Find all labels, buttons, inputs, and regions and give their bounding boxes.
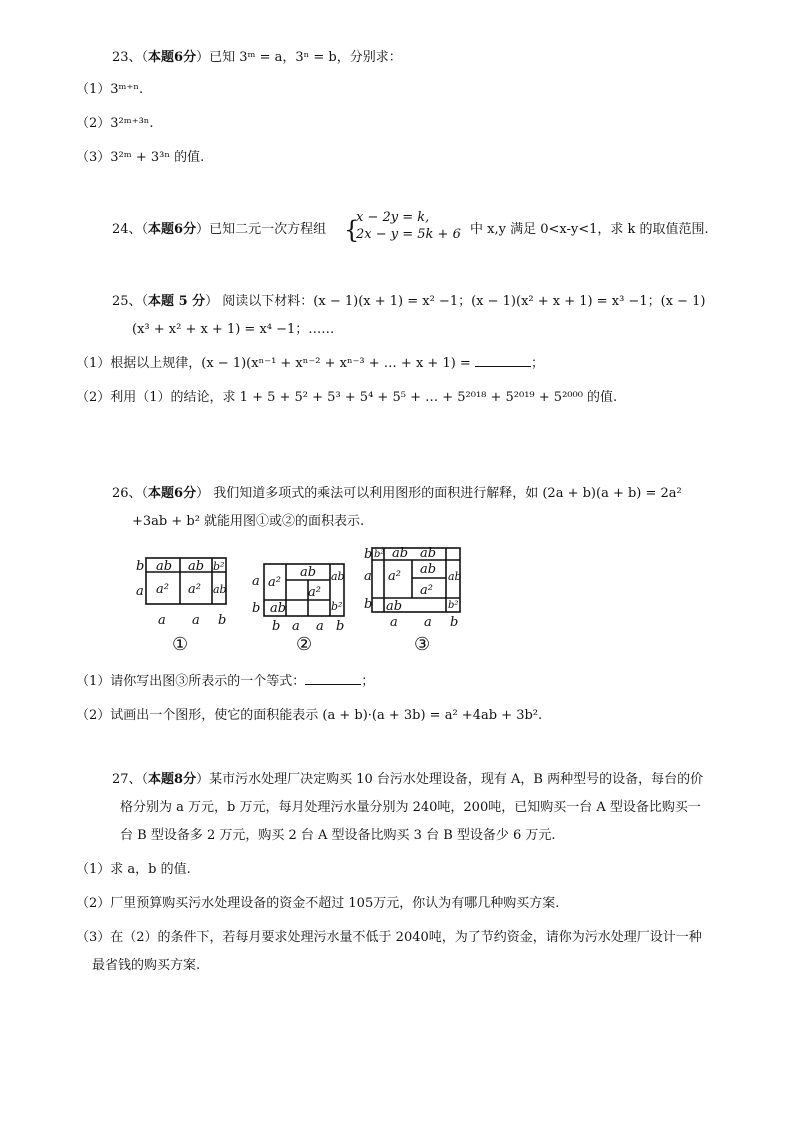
q23-item-3: （3）3²ᵐ + 3³ⁿ 的值. (76, 150, 205, 165)
q26-header-pre: 26、（ (112, 486, 149, 501)
q26-header-post: ） 我们知道多项式的乘法可以利用图形的面积进行解释，如 (2a + b)(a + b) = 2a² (196, 486, 682, 501)
q25-answer-blank[interactable] (475, 354, 531, 367)
q27-header (112, 770, 703, 790)
fig3-b2-1: b² (374, 549, 385, 560)
fig3-bottom-a-2: a (424, 615, 432, 630)
fig2-ab-2: ab (331, 570, 345, 583)
q23-item-1: （1）3ᵐ⁺ⁿ. (76, 82, 144, 97)
fig1-side-b: b (136, 559, 145, 574)
figure-1-caption: ① (172, 634, 189, 655)
fig2-ab-1: ab (300, 565, 317, 580)
q27-item-3-line1: （3）在（2）的条件下，若每月要求处理污水量不低于 2040吨，为了节约资金，请你为污水处理厂设计一种 (76, 930, 702, 945)
q26-header (112, 484, 682, 504)
q26-item-2: （2）试画出一个图形，使它的面积能表示 (a + b)·(a + 3b) = a² +4ab + 3b². (76, 708, 543, 723)
q25-header (112, 292, 706, 312)
q27-header-post: ）某市污水处理厂决定购买 10 台污水处理设备，现有 A，B 两种型号的设备，每台的价 (196, 772, 704, 787)
fig2-bottom-a-1: a (292, 619, 300, 634)
q25-item-1 (76, 354, 544, 374)
q24-eq2: 2x − y = 5k + 6 (356, 227, 461, 242)
q27-score: 本题8分 (148, 772, 197, 787)
q24-header-pre: 24、（ (112, 222, 149, 237)
fig3-ab-5: ab (386, 599, 403, 614)
figure-3-caption: ③ (414, 634, 431, 655)
fig3-bottom-a-1: a (390, 615, 398, 630)
fig3-ab-1: ab (392, 546, 409, 561)
fig2-side-a: a (252, 574, 260, 589)
fig2-bottom-b-2: b (336, 619, 345, 634)
q25-item-2: （2）利用（1）的结论，求 1 + 5 + 5² + 5³ + 5⁴ + 5⁵ + … + 5²⁰¹⁸ + 5²⁰¹⁹ + 5²⁰⁰⁰ 的值. (76, 390, 618, 405)
fig2-b2: b² (331, 600, 343, 613)
fig3-side-b-2: b (364, 597, 373, 612)
q25-score: 本题 5 分 (148, 294, 206, 309)
fig2-a2-2: a² (308, 585, 321, 600)
q23-item-2: （2）3²ᵐ⁺³ⁿ. (76, 116, 154, 131)
fig1-a2-2: a² (188, 582, 201, 597)
q26-item-1 (76, 672, 374, 692)
q26-line2: +3ab + b² 就能用图①或②的面积表示. (132, 514, 365, 529)
q23-header-post: ）已知 3ᵐ = a，3ⁿ = b，分别求： (196, 50, 402, 65)
fig1-bottom-a-2: a (192, 613, 200, 628)
q27-item-3-line2: 最省钱的购买方案. (92, 958, 201, 973)
q24-brace: { (344, 216, 360, 244)
q23-header-pre: 23、（ (112, 50, 149, 65)
fig1-ab-1: ab (156, 559, 173, 574)
q27-item-2: （2）厂里预算购买污水处理设备的资金不超过 105万元，你认为有哪几种购买方案. (76, 896, 560, 911)
fig1-ab-2: ab (188, 559, 205, 574)
q23-header (112, 48, 402, 68)
q27-line3: 台 B 型设备多 2 万元，购买 2 台 A 型设备比购买 3 台 B 型设备少 6 万元. (120, 828, 556, 843)
q24-eq1: x − 2y = k, (356, 210, 430, 225)
fig1-a2-1: a² (156, 582, 169, 597)
q25-line2: (x³ + x² + x + 1) = x⁴ −1；…… (132, 322, 335, 337)
fig3-ab-2: ab (420, 546, 437, 561)
q27-item-1: （1）求 a，b 的值. (76, 862, 191, 877)
fig3-b2-2: b² (448, 600, 459, 611)
fig3-ab-3: ab (420, 562, 437, 577)
q26-item-1-end: ； (361, 674, 375, 689)
fig3-side-a: a (364, 569, 372, 584)
q25-header-pre: 25、（ (112, 294, 149, 309)
fig2-a2-1: a² (268, 575, 281, 590)
q25-header-post: ） 阅读以下材料：(x − 1)(x + 1) = x² −1；(x − 1)(x² + x + 1) = x³ −1；(x − 1) (205, 294, 706, 309)
q26-item-1-text: （1）请你写出图③所表示的一个等式： (76, 674, 306, 689)
fig1-side-a: a (136, 584, 144, 599)
fig2-ab-3: ab (270, 601, 287, 616)
q27-header-pre: 27、（ (112, 772, 149, 787)
fig3-a2-1: a² (388, 569, 401, 584)
fig1-bottom-b: b (218, 613, 227, 628)
q24-score: 本题6分 (148, 222, 197, 237)
q24-tail: 中 x,y 满足 0<x-y<1，求 k 的取值范围. (470, 222, 709, 237)
fig3-bottom-b: b (450, 615, 459, 630)
q24-header-post: ）已知二元一次方程组 (196, 222, 327, 237)
q23-score: 本题6分 (148, 50, 197, 65)
fig1-b2: b² (213, 560, 225, 573)
q25-item-1-text: （1）根据以上规律，(x − 1)(xⁿ⁻¹ + xⁿ⁻² + xⁿ⁻³ + … + x + 1) = (76, 356, 471, 371)
figure-2-caption: ② (296, 634, 313, 655)
fig2-side-b: b (252, 601, 261, 616)
q24-header (112, 220, 326, 240)
q25-item-1-end: ； (530, 356, 544, 371)
q27-line2: 格分别为 a 万元，b 万元，每月处理污水量分别为 240吨，200吨，已知购买一台 A 型设备比购买一 (120, 800, 701, 815)
fig1-ab-3: ab (213, 583, 227, 596)
q26-score: 本题6分 (148, 486, 197, 501)
q26-answer-blank[interactable] (305, 672, 361, 685)
fig2-bottom-b: b (272, 619, 281, 634)
fig2-bottom-a-2: a (316, 619, 324, 634)
fig3-a2-2: a² (420, 583, 433, 598)
fig3-ab-4: ab (448, 570, 462, 583)
fig3-side-b-1: b (364, 547, 373, 562)
fig1-bottom-a-1: a (158, 613, 166, 628)
